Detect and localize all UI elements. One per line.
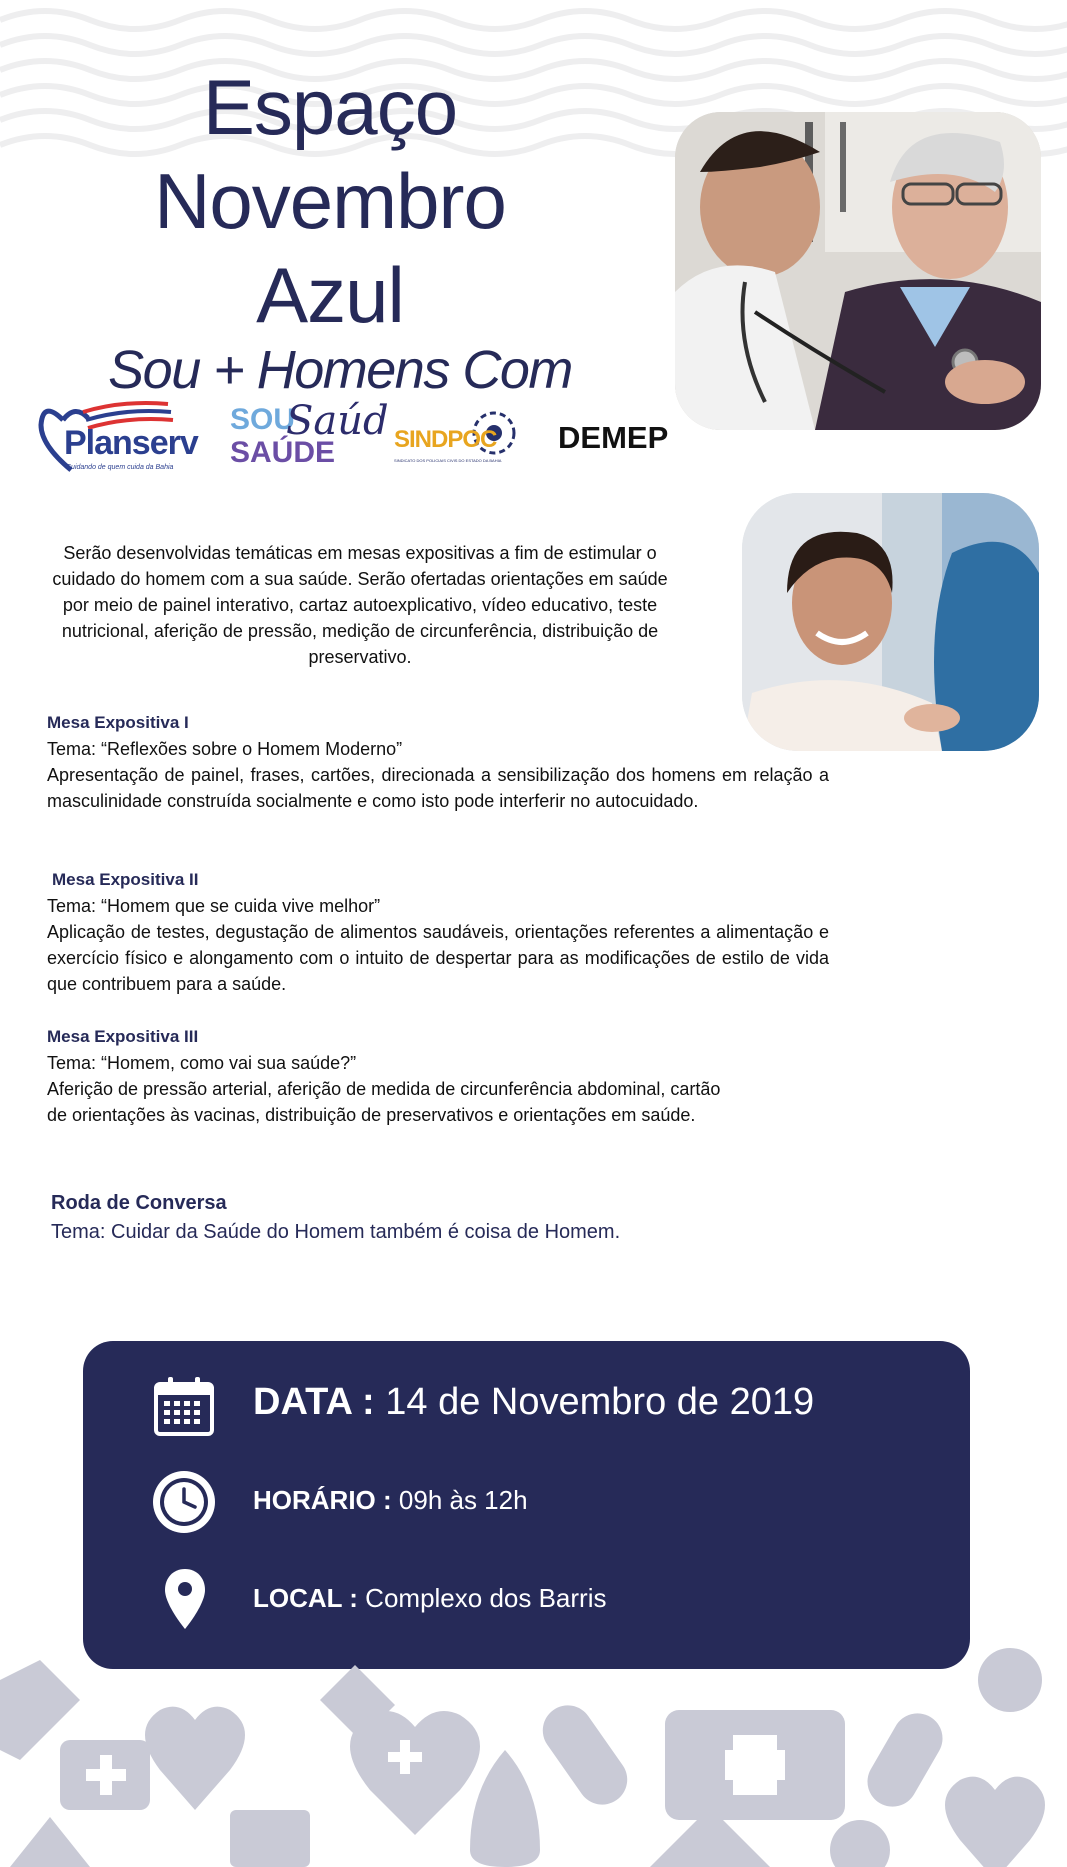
mesa-3-tema: Tema: “Homem, como vai sua saúde?” (47, 1053, 357, 1073)
roda-title: Roda de Conversa (51, 1192, 227, 1214)
demep-logo (558, 398, 688, 478)
date-label: DATA : (253, 1381, 375, 1423)
mesa-3-title: Mesa Expositiva III (47, 1027, 199, 1046)
place-value: Complexo dos Barris (357, 1583, 607, 1613)
roda-de-conversa (51, 1188, 620, 1246)
time-label: HORÁRIO : (253, 1485, 392, 1515)
mesa-expositiva-2 (47, 867, 829, 997)
sou-saude-line2: SAÚDE (230, 436, 336, 469)
mesa-expositiva-3 (47, 1024, 829, 1128)
sindpoc-logo (394, 398, 524, 478)
date-value: 14 de Novembro de 2019 (374, 1381, 815, 1423)
mesa-expositiva-1 (47, 710, 829, 814)
page-title (95, 60, 565, 342)
sindpoc-name: SINDPOC (394, 426, 497, 453)
calendar-icon (153, 1375, 215, 1437)
mesa-1-body: Apresentação de painel, frases, cartões, direcionada a sensibilização dos homens em relação a masculinidade construída socialmente e como isto pode interferir no autocuidado. (47, 765, 829, 811)
mesa-2-title: Mesa Expositiva II (52, 870, 199, 889)
mesa-3-body-line-1: Aferição de pressão arterial, aferição de medida de circunferência abdominal, cartão (47, 1079, 721, 1099)
sou-saude-logo (230, 398, 389, 478)
planserv-tagline: Cuidando de quem cuida da Bahia (66, 464, 174, 471)
date-text (253, 1379, 814, 1425)
time-text (253, 1483, 528, 1517)
planserv-name: Planserv (64, 424, 198, 462)
place-text (253, 1581, 607, 1615)
sou-saude-script: Saúd (286, 398, 389, 444)
mesa-2-tema: Tema: “Homem que se cuida vive melhor” (47, 896, 381, 916)
mesa-1-tema: Tema: “Reflexões sobre o Homem Moderno” (47, 739, 403, 759)
doctor-patient-photo (675, 112, 1041, 430)
demep-name: DEMEP (558, 420, 669, 455)
location-pin-icon (163, 1567, 207, 1631)
title-line-1: Espaço (202, 63, 458, 151)
time-value: 09h às 12h (391, 1485, 528, 1515)
sou-saude-line1: SOU (230, 403, 296, 436)
health-icons-pattern (0, 1640, 1067, 1867)
title-line-2: Novembro (154, 157, 506, 245)
mesa-3-body-line-2: de orientações às vacinas, distribuição de preservativos e orientações em saúde. (47, 1105, 696, 1125)
title-line-3: Azul (256, 251, 404, 339)
mesa-2-body: Aplicação de testes, degustação de alimentos saudáveis, orientações referentes a alimentação e exercício físico e alongamento com o intuito de despertar para as modificações de estilo de vida que contribuem para a saúde. (47, 922, 829, 994)
roda-tema: Tema: Cuidar da Saúde do Homem também é coisa de Homem. (51, 1221, 621, 1243)
clock-icon (151, 1469, 217, 1535)
mesa-1-title: Mesa Expositiva I (47, 713, 189, 732)
sindpoc-tagline: SINDICATO DOS POLICIAIS CIVIS DO ESTADO DA BAHIA (394, 458, 502, 463)
intro-paragraph: Serão desenvolvidas temáticas em mesas expositivas a fim de estimular o cuidado do homem com a sua saúde. Serão ofertadas orientações em saúde por meio de painel interativo, cartaz autoexplicativo, vídeo educativo, teste nutricional, aferição de pressão, medição de circunferência, distribuição de preservativo. (52, 543, 668, 667)
partner-logos (38, 398, 678, 478)
place-label: LOCAL : (253, 1583, 358, 1613)
page-subtitle: Sou + Homens Com (108, 340, 572, 400)
planserv-logo (38, 398, 198, 478)
event-info-box (83, 1341, 970, 1669)
